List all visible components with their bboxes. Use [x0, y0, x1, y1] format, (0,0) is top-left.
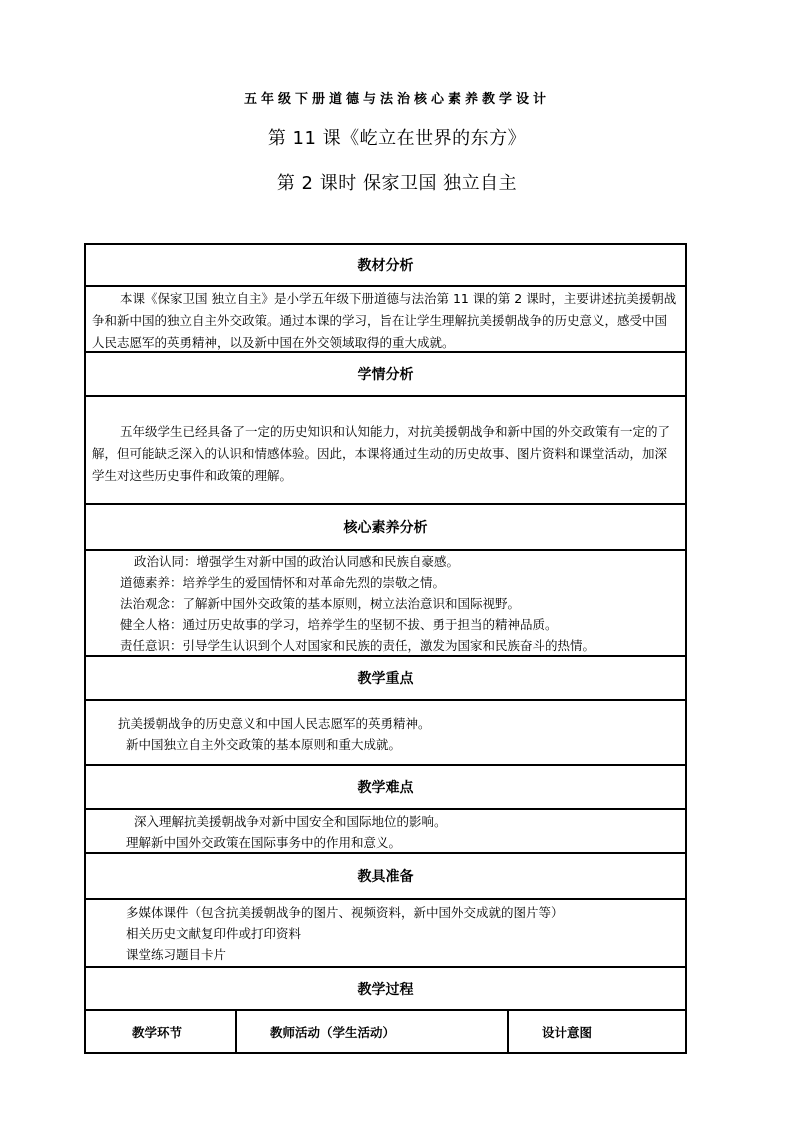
- column-header-intent: 设计意图: [542, 1024, 593, 1040]
- preparation-item: 多媒体课件（包含抗美援朝战争的图片、视频资料，新中国外交成就的图片等）: [126, 905, 564, 920]
- section-body-preparation: [86, 900, 685, 968]
- core-item-political: 政治认同：增强学生对新中国的政治认同感和民族自豪感。: [134, 554, 460, 569]
- section-header-process: 教学过程: [86, 968, 685, 1011]
- section-header-difficulties: 教学难点: [86, 766, 685, 810]
- textbook-analysis-text: 本课《保家卫国 独立自主》是小学五年级下册道德与法治第 11 课的第 2 课时，主要讲述抗美援朝战争和新中国的独立自主外交政策。通过本课的学习，旨在让学生理解抗美援朝战争的历史意义，感受中国人民志愿军的英勇精神，以及新中国在外交领域取得的重大成就。: [92, 291, 677, 350]
- student-analysis-text: 五年级学生已经具备了一定的历史知识和认知能力，对抗美援朝战争和新中国的外交政策有一定的了解，但可能缺乏深入的认识和情感体验。因此，本课将通过生动的历史故事、图片资料和课堂活动，加深学生对这些历史事件和政策的理解。: [92, 424, 671, 483]
- process-column-header-row: [86, 1011, 685, 1052]
- section-header-students: 学情分析: [86, 353, 685, 397]
- key-point-item: 抗美援朝战争的历史意义和中国人民志愿军的英勇精神。: [118, 716, 431, 731]
- section-body-core: [86, 551, 685, 657]
- section-body-students: [86, 397, 685, 505]
- period-title: 第 2 课时 保家卫国 独立自主: [276, 173, 518, 194]
- core-item-moral: 道德素养：培养学生的爱国情怀和对革命先烈的崇敬之情。: [120, 575, 446, 590]
- section-header-core: 核心素养分析: [86, 505, 685, 551]
- lesson-design-table: [84, 243, 687, 1054]
- core-item-responsibility: 责任意识：引导学生认识到个人对国家和民族的责任，激发为国家和民族奋斗的热情。: [120, 638, 596, 653]
- preparation-item: 课堂练习题目卡片: [126, 947, 227, 962]
- section-body-difficulties: [86, 810, 685, 854]
- section-header-key-points: 教学重点: [86, 657, 685, 701]
- difficulty-item: 理解新中国外交政策在国际事务中的作用和意义。: [126, 835, 402, 850]
- document-title: 五年级下册道德与法治核心素养教学设计: [243, 92, 550, 107]
- key-point-item: 新中国独立自主外交政策的基本原则和重大成就。: [126, 737, 402, 752]
- section-header-preparation: 教具准备: [86, 854, 685, 900]
- difficulty-item: 深入理解抗美援朝战争对新中国安全和国际地位的影响。: [134, 814, 447, 829]
- section-body-textbook: [86, 287, 685, 353]
- core-item-personality: 健全人格：通过历史故事的学习，培养学生的坚韧不拔、勇于担当的精神品质。: [120, 617, 558, 632]
- preparation-item: 相关历史文献复印件或打印资料: [126, 926, 302, 941]
- core-item-law: 法治观念：了解新中国外交政策的基本原则，树立法治意识和国际视野。: [120, 596, 521, 611]
- section-body-key-points: [86, 701, 685, 766]
- section-header-textbook: 教材分析: [86, 245, 685, 287]
- column-header-stage: 教学环节: [86, 1011, 237, 1052]
- lesson-title: 第 11 课《屹立在世界的东方》: [267, 128, 527, 149]
- column-header-activity: 教师活动（学生活动）: [237, 1011, 509, 1052]
